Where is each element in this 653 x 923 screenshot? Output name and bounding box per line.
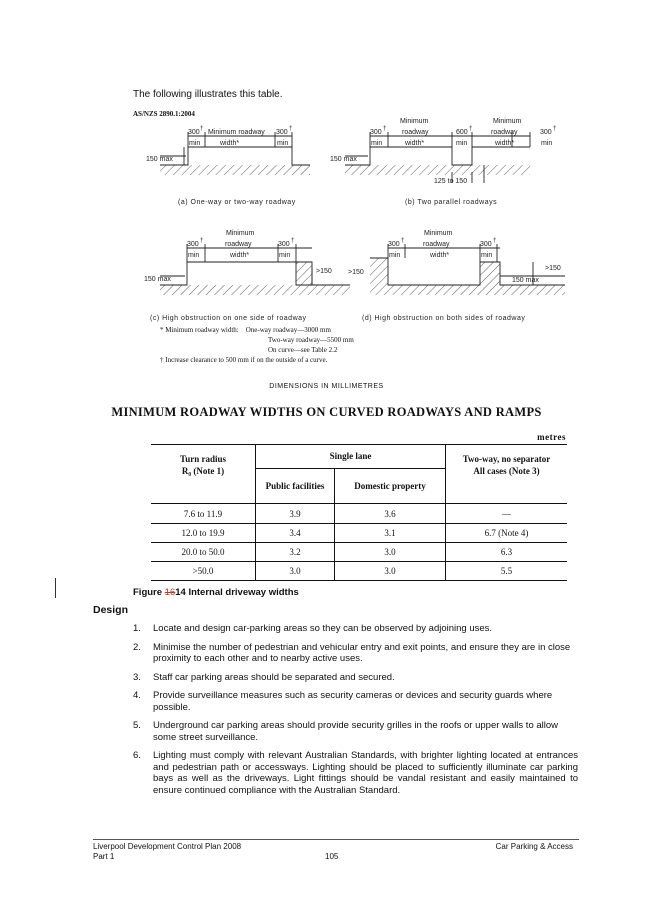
footer-document-title: Liverpool Development Control Plan 2008 [93,842,242,851]
svg-text:min: min [389,252,401,259]
header-domestic: Domestic property [335,468,446,503]
svg-text:roadway: roadway [402,129,429,136]
footer-part: Part 1 [93,852,115,861]
header-turn-radius: Turn radius [180,454,226,464]
standard-reference: AS/NZS 2890.1:2004 [133,110,195,118]
svg-text:300: 300 [388,241,400,248]
header-public: Public facilities [256,468,335,503]
svg-text:300: 300 [278,241,290,248]
diagram-a-150max: 150 max [146,156,173,163]
svg-text:†: † [200,238,204,244]
table-row: 20.0 to 50.0 3.2 3.0 6.3 [151,543,567,562]
svg-text:150 max: 150 max [144,276,171,283]
svg-text:>150: >150 [348,269,364,276]
svg-text:min: min [279,252,291,259]
svg-text:width*: width* [430,252,450,259]
svg-text:600: 600 [456,129,468,136]
deleted-figure-number: 16 [164,587,176,598]
svg-text:†: † [200,126,204,132]
svg-text:min: min [188,252,200,259]
list-item: 2. Minimise the number of pedestrian and vehicular entry and exit points, and ensure they are in close proximity to each other and to nearby active uses. [133,641,571,664]
page-number: 105 [325,852,339,861]
diagram-a-width: width* [220,140,240,147]
svg-text:300: 300 [480,241,492,248]
svg-text:>150: >150 [316,268,332,275]
intro-text: The following illustrates this table. [133,89,283,100]
table-unit: metres [537,432,566,442]
svg-text:min: min [277,140,289,147]
footer-section: Car Parking & Access [495,842,573,851]
diagram-c-caption: (c) High obstruction on one side of roadway [150,315,307,322]
diagram-a [160,132,310,175]
footer-rule [93,839,579,840]
dimensions-note: DIMENSIONS IN MILLIMETRES [269,383,384,390]
svg-text:width*: width* [405,140,425,147]
table-title: MINIMUM ROADWAY WIDTHS ON CURVED ROADWAYS AND RAMPS [111,405,542,419]
svg-text:Minimum: Minimum [493,118,522,125]
svg-text:300: 300 [370,129,382,136]
svg-text:150 max: 150 max [330,156,357,163]
diagram-a-300-left: 300 [188,129,200,136]
diagram-a-caption: (a) One-way or two-way roadway [178,199,296,206]
svg-text:†: † [383,126,387,132]
svg-text:†: † [493,238,497,244]
svg-text:min: min [456,140,468,147]
diagram-a-heading: Minimum roadway [208,129,265,136]
list-item: 1. Locate and design car-parking areas so they can be observed by adjoining uses. [133,623,493,634]
svg-text:†: † [553,126,557,132]
svg-text:125 to 150: 125 to 150 [434,178,468,185]
header-two-way-note: All cases (Note 3) [473,466,540,476]
driveway-diagrams [0,0,653,380]
list-item: 5. Underground car parking areas should provide security grilles in the roofs or upper walls to allow some street surveillance. [133,720,559,743]
table-row: 7.6 to 11.9 3.9 3.6 — [151,504,567,524]
svg-text:Minimum: Minimum [424,230,453,237]
svg-text:min: min [189,140,201,147]
svg-text:Minimum: Minimum [226,230,255,237]
diagram-b-caption: (b) Two parallel roadways [405,199,498,206]
list-item: 6. Lighting must comply with relevant Australian Standards, with brighter lighting located at entrances and pedestrian path or accessways. Lighting should be placed to sufficiently illuminate car parking bays as well as the driveways. Light fittings should be vandal resistant and easily maintained to ensure continued compliance with the Australian Standard. [133,750,578,796]
svg-text:roadway: roadway [491,129,518,136]
roadway-width-table [151,444,567,581]
change-bar [55,578,56,598]
svg-text:min: min [481,252,493,259]
table-row: 12.0 to 19.9 3.4 3.1 6.7 (Note 4) [151,524,567,543]
svg-text:>150: >150 [545,265,561,272]
svg-text:300: 300 [540,129,552,136]
svg-text:†: † [291,238,295,244]
svg-text:†: † [289,126,293,132]
design-heading: Design [93,604,129,616]
svg-text:width*: width* [495,140,515,147]
svg-text:roadway: roadway [225,241,252,248]
svg-text:width*: width* [230,252,250,259]
svg-text:150 max: 150 max [512,277,539,284]
svg-text:†: † [469,126,473,132]
diagram-a-300-right: 300 [276,129,288,136]
svg-text:300: 300 [187,241,199,248]
list-item: 3. Staff car parking areas should be separated and secured. [133,671,395,683]
header-single-lane: Single lane [256,445,446,469]
svg-text:†: † [401,238,405,244]
svg-text:min: min [541,140,553,147]
header-two-way: Two-way, no separator [462,454,551,464]
list-item: 4. Provide surveillance measures such as security cameras or devices and security guards where possible. [133,690,553,713]
diagram-d-caption: (d) High obstruction on both sides of roadway [362,315,526,322]
diagram-notes: * Minimum roadway width: One-way roadway—3000 mm Two-way roadway—5500 mm On curve—see Table 2.2 † Increase clearance to 500 mm if on the outside of a curve. [160,326,354,364]
svg-text:roadway: roadway [423,241,450,248]
svg-text:Minimum: Minimum [400,118,429,125]
design-list [133,623,578,803]
figure-caption: Figure 1614 Internal driveway widths [133,587,299,598]
svg-text:min: min [371,140,383,147]
header-turn-radius-note: R₀ (Note 1) [181,466,225,476]
table-row: >50.0 3.0 3.0 5.5 [151,562,567,581]
